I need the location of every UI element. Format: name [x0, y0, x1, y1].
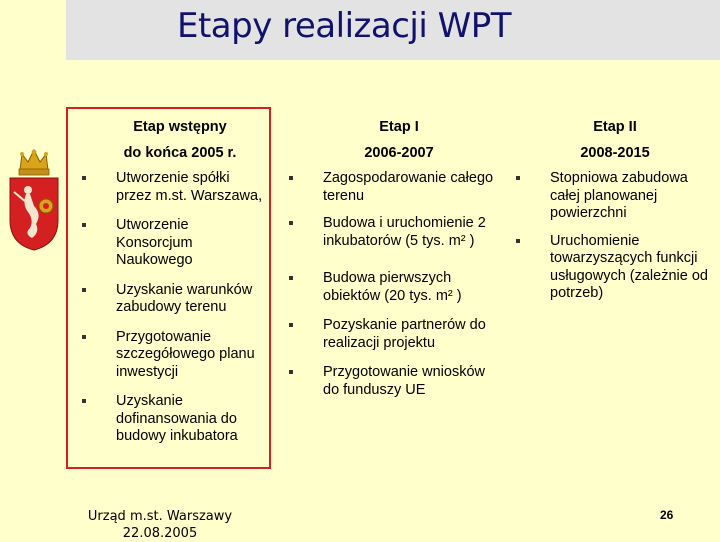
bullet-icon [82, 288, 86, 292]
list-item-text: Przygotowanie szczegółowego planu inwestycji [116, 328, 255, 380]
list-item-text: Stopniowa zabudowa całej planowanej powierzchni [550, 170, 688, 221]
stage-preliminary-heading [66, 114, 294, 166]
stage-2-heading-line2: 2008-2015 [580, 145, 650, 161]
bullet-icon [289, 176, 293, 180]
page-number: 26 [660, 508, 674, 522]
bullet-icon [516, 239, 520, 243]
list-item [80, 329, 266, 382]
stage-2-list [514, 170, 708, 303]
list-item-text: Uzyskanie dofinansowania do budowy inkubatora [116, 393, 238, 444]
bullet-icon [82, 223, 86, 227]
list-item [287, 215, 499, 250]
list-item-text: Utworzenie Konsorcjum Naukowego [116, 217, 193, 268]
list-item [287, 317, 499, 352]
list-item-text: Uruchomienie towarzyszących funkcji usługowych (zależnie od potrzeb) [550, 232, 708, 301]
warsaw-coat-of-arms-icon [4, 148, 64, 252]
list-item-text: Budowa i uruchomienie 2 inkubatorów (5 tys. m² ) [323, 215, 486, 249]
stage-preliminary-heading-line1: Etap wstępny [133, 119, 227, 135]
stage-1-heading-line1: Etap I [379, 119, 419, 135]
bullet-icon [82, 176, 86, 180]
list-item-text: Zagospodarowanie całego terenu [323, 170, 494, 204]
list-item-text: Przygotowanie wniosków do funduszy UE [323, 364, 485, 398]
bullet-icon [82, 399, 86, 403]
page-title: Etapy realizacji WPT [176, 6, 511, 46]
stage-preliminary-list [80, 170, 266, 446]
stage-2-heading [510, 114, 720, 166]
list-item-text: Pozyskanie partnerów do realizacji projektu [323, 317, 486, 351]
footer-org-name: Urząd m.st. Warszawy [87, 509, 233, 524]
footer-organization [72, 508, 248, 542]
list-item [287, 364, 499, 399]
list-item [80, 217, 266, 270]
list-item [80, 282, 266, 317]
list-item [80, 393, 266, 446]
bullet-icon [82, 335, 86, 339]
bullet-icon [289, 276, 293, 280]
bullet-icon [289, 323, 293, 327]
bullet-icon [289, 221, 293, 225]
list-item [287, 170, 499, 205]
stage-2-heading-line1: Etap II [593, 119, 637, 135]
stage-1-heading [290, 114, 508, 166]
stage-preliminary-heading-line2: do końca 2005 r. [123, 145, 237, 161]
list-item-text: Uzyskanie warunków zabudowy terenu [116, 281, 253, 315]
stage-1-heading-line2: 2006-2007 [364, 145, 434, 161]
list-item-text: Budowa pierwszych obiektów (20 tys. m² ) [323, 270, 462, 304]
list-item [514, 170, 708, 223]
list-item [287, 270, 499, 305]
stage-1-list [287, 170, 499, 399]
list-item [80, 170, 266, 205]
bullet-icon [289, 370, 293, 374]
footer-date: 22.08.2005 [122, 526, 198, 541]
list-item-text: Utworzenie spółki przez m.st. Warszawa, [116, 170, 263, 204]
list-item [514, 233, 708, 303]
bullet-icon [516, 176, 520, 180]
